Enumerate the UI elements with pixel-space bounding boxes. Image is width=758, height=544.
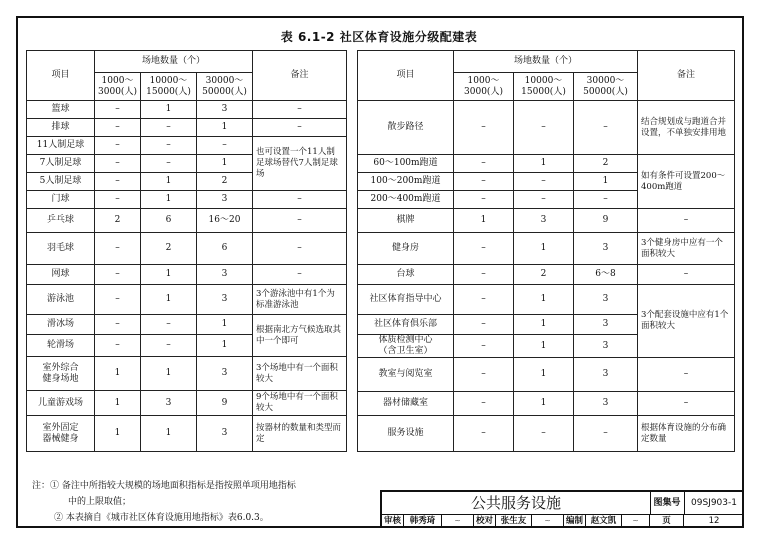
count-medium: 1 (514, 233, 574, 265)
count-large: 3 (197, 191, 253, 209)
facility-name: 服务设施 (358, 416, 454, 452)
count-medium: – (514, 416, 574, 452)
count-medium: 1 (141, 285, 197, 315)
count-large: 1 (197, 315, 253, 335)
facility-name: 教室与阅览室 (358, 358, 454, 392)
audit-name: 韩秀琦 (404, 514, 442, 528)
facility-name: 室外固定 器械健身 (27, 416, 95, 452)
table-row (358, 155, 735, 173)
facility-name: 棋牌 (358, 209, 454, 233)
header-remark: 备注 (638, 51, 735, 101)
left-table (26, 50, 347, 452)
table-row (358, 209, 735, 233)
facility-name: 社区体育指导中心 (358, 285, 454, 315)
facility-name: 网球 (27, 265, 95, 285)
count-medium: 1 (514, 155, 574, 173)
remark-cell: – (253, 191, 347, 209)
count-small: – (454, 335, 514, 358)
facility-name: 室外综合 健身场地 (27, 357, 95, 391)
count-small: – (454, 233, 514, 265)
count-medium: 6 (141, 209, 197, 233)
count-large: 3 (197, 285, 253, 315)
count-small: – (454, 392, 514, 416)
count-small: – (454, 315, 514, 335)
count-medium: – (141, 137, 197, 155)
table-row (27, 119, 347, 137)
facility-name: 100～200m跑道 (358, 173, 454, 191)
count-medium: 1 (514, 285, 574, 315)
count-large: 3 (574, 335, 638, 358)
count-medium: – (141, 315, 197, 335)
count-medium: 1 (514, 358, 574, 392)
count-large: 1 (197, 119, 253, 137)
count-large: 3 (574, 392, 638, 416)
count-large: 3 (197, 101, 253, 119)
remark-cell: 3个配套设施中应有1个面积较大 (638, 285, 735, 358)
design-name: 赵文凯 (586, 514, 622, 528)
facility-name: 滑冰场 (27, 315, 95, 335)
remark-cell: – (638, 209, 735, 233)
table-row (358, 392, 735, 416)
table-row (358, 265, 735, 285)
count-small: 1 (95, 391, 141, 416)
count-large: 3 (574, 315, 638, 335)
header-remark: 备注 (253, 51, 347, 101)
count-small: – (454, 265, 514, 285)
remark-cell: – (253, 209, 347, 233)
count-large: 9 (197, 391, 253, 416)
remark-cell: 9个场地中有一个面积较大 (253, 391, 347, 416)
atlas-code-label: 图集号 (650, 492, 685, 515)
header-col1: 1000～ 3000(人) (454, 73, 514, 101)
check-name: 张生友 (496, 514, 532, 528)
header-item: 项目 (27, 51, 95, 101)
remark-cell: – (253, 233, 347, 265)
count-small: – (454, 173, 514, 191)
remark-cell: 如有条件可设置200～400m跑道 (638, 155, 735, 209)
count-large: 3 (197, 416, 253, 452)
audit-signature: ~ (442, 514, 474, 528)
table-row (27, 391, 347, 416)
table-row (27, 285, 347, 315)
remark-cell: 3个场地中有一个面积较大 (253, 357, 347, 391)
remark-cell: – (638, 265, 735, 285)
table-row (358, 101, 735, 155)
table-row (27, 137, 347, 155)
count-large: 6 (197, 233, 253, 265)
count-small: – (95, 285, 141, 315)
header-count: 场地数量（个） (454, 51, 638, 73)
count-large: 16～20 (197, 209, 253, 233)
count-medium: – (141, 155, 197, 173)
remark-cell: 结合规划成与跑道合并设置，不单独安排用地 (638, 101, 735, 155)
count-large: – (574, 191, 638, 209)
count-small: – (95, 233, 141, 265)
count-medium: – (514, 191, 574, 209)
facility-name: 乒乓球 (27, 209, 95, 233)
count-small: – (454, 416, 514, 452)
facility-name: 游泳池 (27, 285, 95, 315)
count-small: – (95, 315, 141, 335)
facility-name: 11人制足球 (27, 137, 95, 155)
count-medium: – (141, 119, 197, 137)
table-title: 表 6.1-2 社区体育设施分级配建表 (280, 30, 478, 44)
table-row (27, 209, 347, 233)
count-medium: 1 (141, 101, 197, 119)
count-large: 3 (574, 358, 638, 392)
count-small: – (95, 137, 141, 155)
remark-cell: 按器材的数量和类型而定 (253, 416, 347, 452)
header-col2: 10000～ 15000(人) (514, 73, 574, 101)
note-line-3: ② 本表摘自《城市社区体育设施用地指标》表6.0.3。 (54, 513, 269, 523)
count-medium: 2 (141, 233, 197, 265)
page-number: 12 (708, 516, 720, 526)
count-small: 1 (95, 357, 141, 391)
remark-cell: – (253, 265, 347, 285)
facility-name: 5人制足球 (27, 173, 95, 191)
count-medium: 1 (141, 191, 197, 209)
note-line-1: 注：① 备注中所指较大规模的场地面积指标是指按照单项用地指标 (32, 481, 296, 491)
count-medium: 1 (141, 173, 197, 191)
count-medium: 2 (514, 265, 574, 285)
count-medium: 1 (514, 315, 574, 335)
page-label: 页 (650, 514, 684, 528)
audit-label: 审核 (382, 514, 404, 528)
count-medium: 1 (141, 265, 197, 285)
table-row (27, 101, 347, 119)
count-large: 9 (574, 209, 638, 233)
count-small: – (454, 191, 514, 209)
count-small: – (454, 101, 514, 155)
remark-cell: 也可设置一个11人制足球场替代7人制足球场 (253, 137, 347, 191)
facility-name: 60～100m跑道 (358, 155, 454, 173)
remark-cell: 根据南北方气候选取其中一个即可 (253, 315, 347, 357)
count-large: 1 (197, 335, 253, 357)
header-item: 项目 (358, 51, 454, 101)
remark-cell: – (638, 358, 735, 392)
atlas-code: 09SJ903-1 (684, 492, 744, 515)
facility-name: 健身房 (358, 233, 454, 265)
facility-name: 200～400m跑道 (358, 191, 454, 209)
header-col3: 30000～ 50000(人) (197, 73, 253, 101)
remark-cell: – (253, 101, 347, 119)
count-medium: 3 (141, 391, 197, 416)
count-small: 1 (454, 209, 514, 233)
facility-name: 排球 (27, 119, 95, 137)
count-small: – (454, 285, 514, 315)
facility-name: 体质检测中心 （含卫生室） (358, 335, 454, 358)
table-row (27, 357, 347, 391)
table-row (27, 233, 347, 265)
table-row (27, 191, 347, 209)
count-large: 3 (574, 233, 638, 265)
count-medium: 3 (514, 209, 574, 233)
count-small: – (454, 358, 514, 392)
count-large: – (574, 101, 638, 155)
count-small: – (95, 335, 141, 357)
count-medium: 1 (141, 357, 197, 391)
title-block-main: 公共服务设施 (382, 492, 651, 515)
count-small: – (95, 173, 141, 191)
count-large: 1 (574, 173, 638, 191)
facility-name: 羽毛球 (27, 233, 95, 265)
check-label: 校对 (474, 514, 496, 528)
signature-row (382, 514, 744, 528)
note-line-2: 中的上限取值； (68, 497, 132, 507)
count-small: 2 (95, 209, 141, 233)
count-large: 2 (574, 155, 638, 173)
facility-name: 7人制足球 (27, 155, 95, 173)
facility-name: 门球 (27, 191, 95, 209)
right-table (357, 50, 735, 452)
count-medium: – (141, 335, 197, 357)
header-col2: 10000～ 15000(人) (141, 73, 197, 101)
count-small: – (95, 119, 141, 137)
count-large: 3 (197, 265, 253, 285)
facility-name: 社区体育俱乐部 (358, 315, 454, 335)
count-small: – (95, 265, 141, 285)
remark-cell: – (638, 392, 735, 416)
count-small: – (95, 101, 141, 119)
count-small: – (95, 155, 141, 173)
remark-cell: 根据体育设施的分布确定数量 (638, 416, 735, 452)
count-small: – (454, 155, 514, 173)
footnotes (32, 478, 296, 526)
title-block (380, 490, 744, 528)
table-row (27, 315, 347, 335)
header-col3: 30000～ 50000(人) (574, 73, 638, 101)
remark-cell: – (253, 119, 347, 137)
facility-name: 器材储藏室 (358, 392, 454, 416)
count-medium: 1 (514, 335, 574, 358)
table-row (27, 265, 347, 285)
remark-cell: 3个游泳池中有1个为标准游泳池 (253, 285, 347, 315)
count-large: 6～8 (574, 265, 638, 285)
header-count: 场地数量（个） (95, 51, 253, 73)
table-row (358, 285, 735, 315)
count-large: 1 (197, 155, 253, 173)
count-medium: – (514, 101, 574, 155)
facility-name: 儿童游戏场 (27, 391, 95, 416)
count-medium: – (514, 173, 574, 191)
facility-name: 篮球 (27, 101, 95, 119)
count-medium: 1 (514, 392, 574, 416)
design-label: 编制 (564, 514, 586, 528)
header-col1: 1000～ 3000(人) (95, 73, 141, 101)
table-row (358, 233, 735, 265)
count-medium: 1 (141, 416, 197, 452)
facility-name: 台球 (358, 265, 454, 285)
count-large: 3 (197, 357, 253, 391)
facility-name: 轮滑场 (27, 335, 95, 357)
count-large: – (197, 137, 253, 155)
table-row (27, 416, 347, 452)
design-signature: ~ (622, 514, 650, 528)
check-signature: ~ (532, 514, 564, 528)
count-large: – (574, 416, 638, 452)
count-large: 3 (574, 285, 638, 315)
table-row (358, 416, 735, 452)
remark-cell: 3个健身房中应有一个面积较大 (638, 233, 735, 265)
facility-name: 散步路径 (358, 101, 454, 155)
count-large: 2 (197, 173, 253, 191)
count-small: – (95, 191, 141, 209)
count-small: 1 (95, 416, 141, 452)
table-row (358, 358, 735, 392)
